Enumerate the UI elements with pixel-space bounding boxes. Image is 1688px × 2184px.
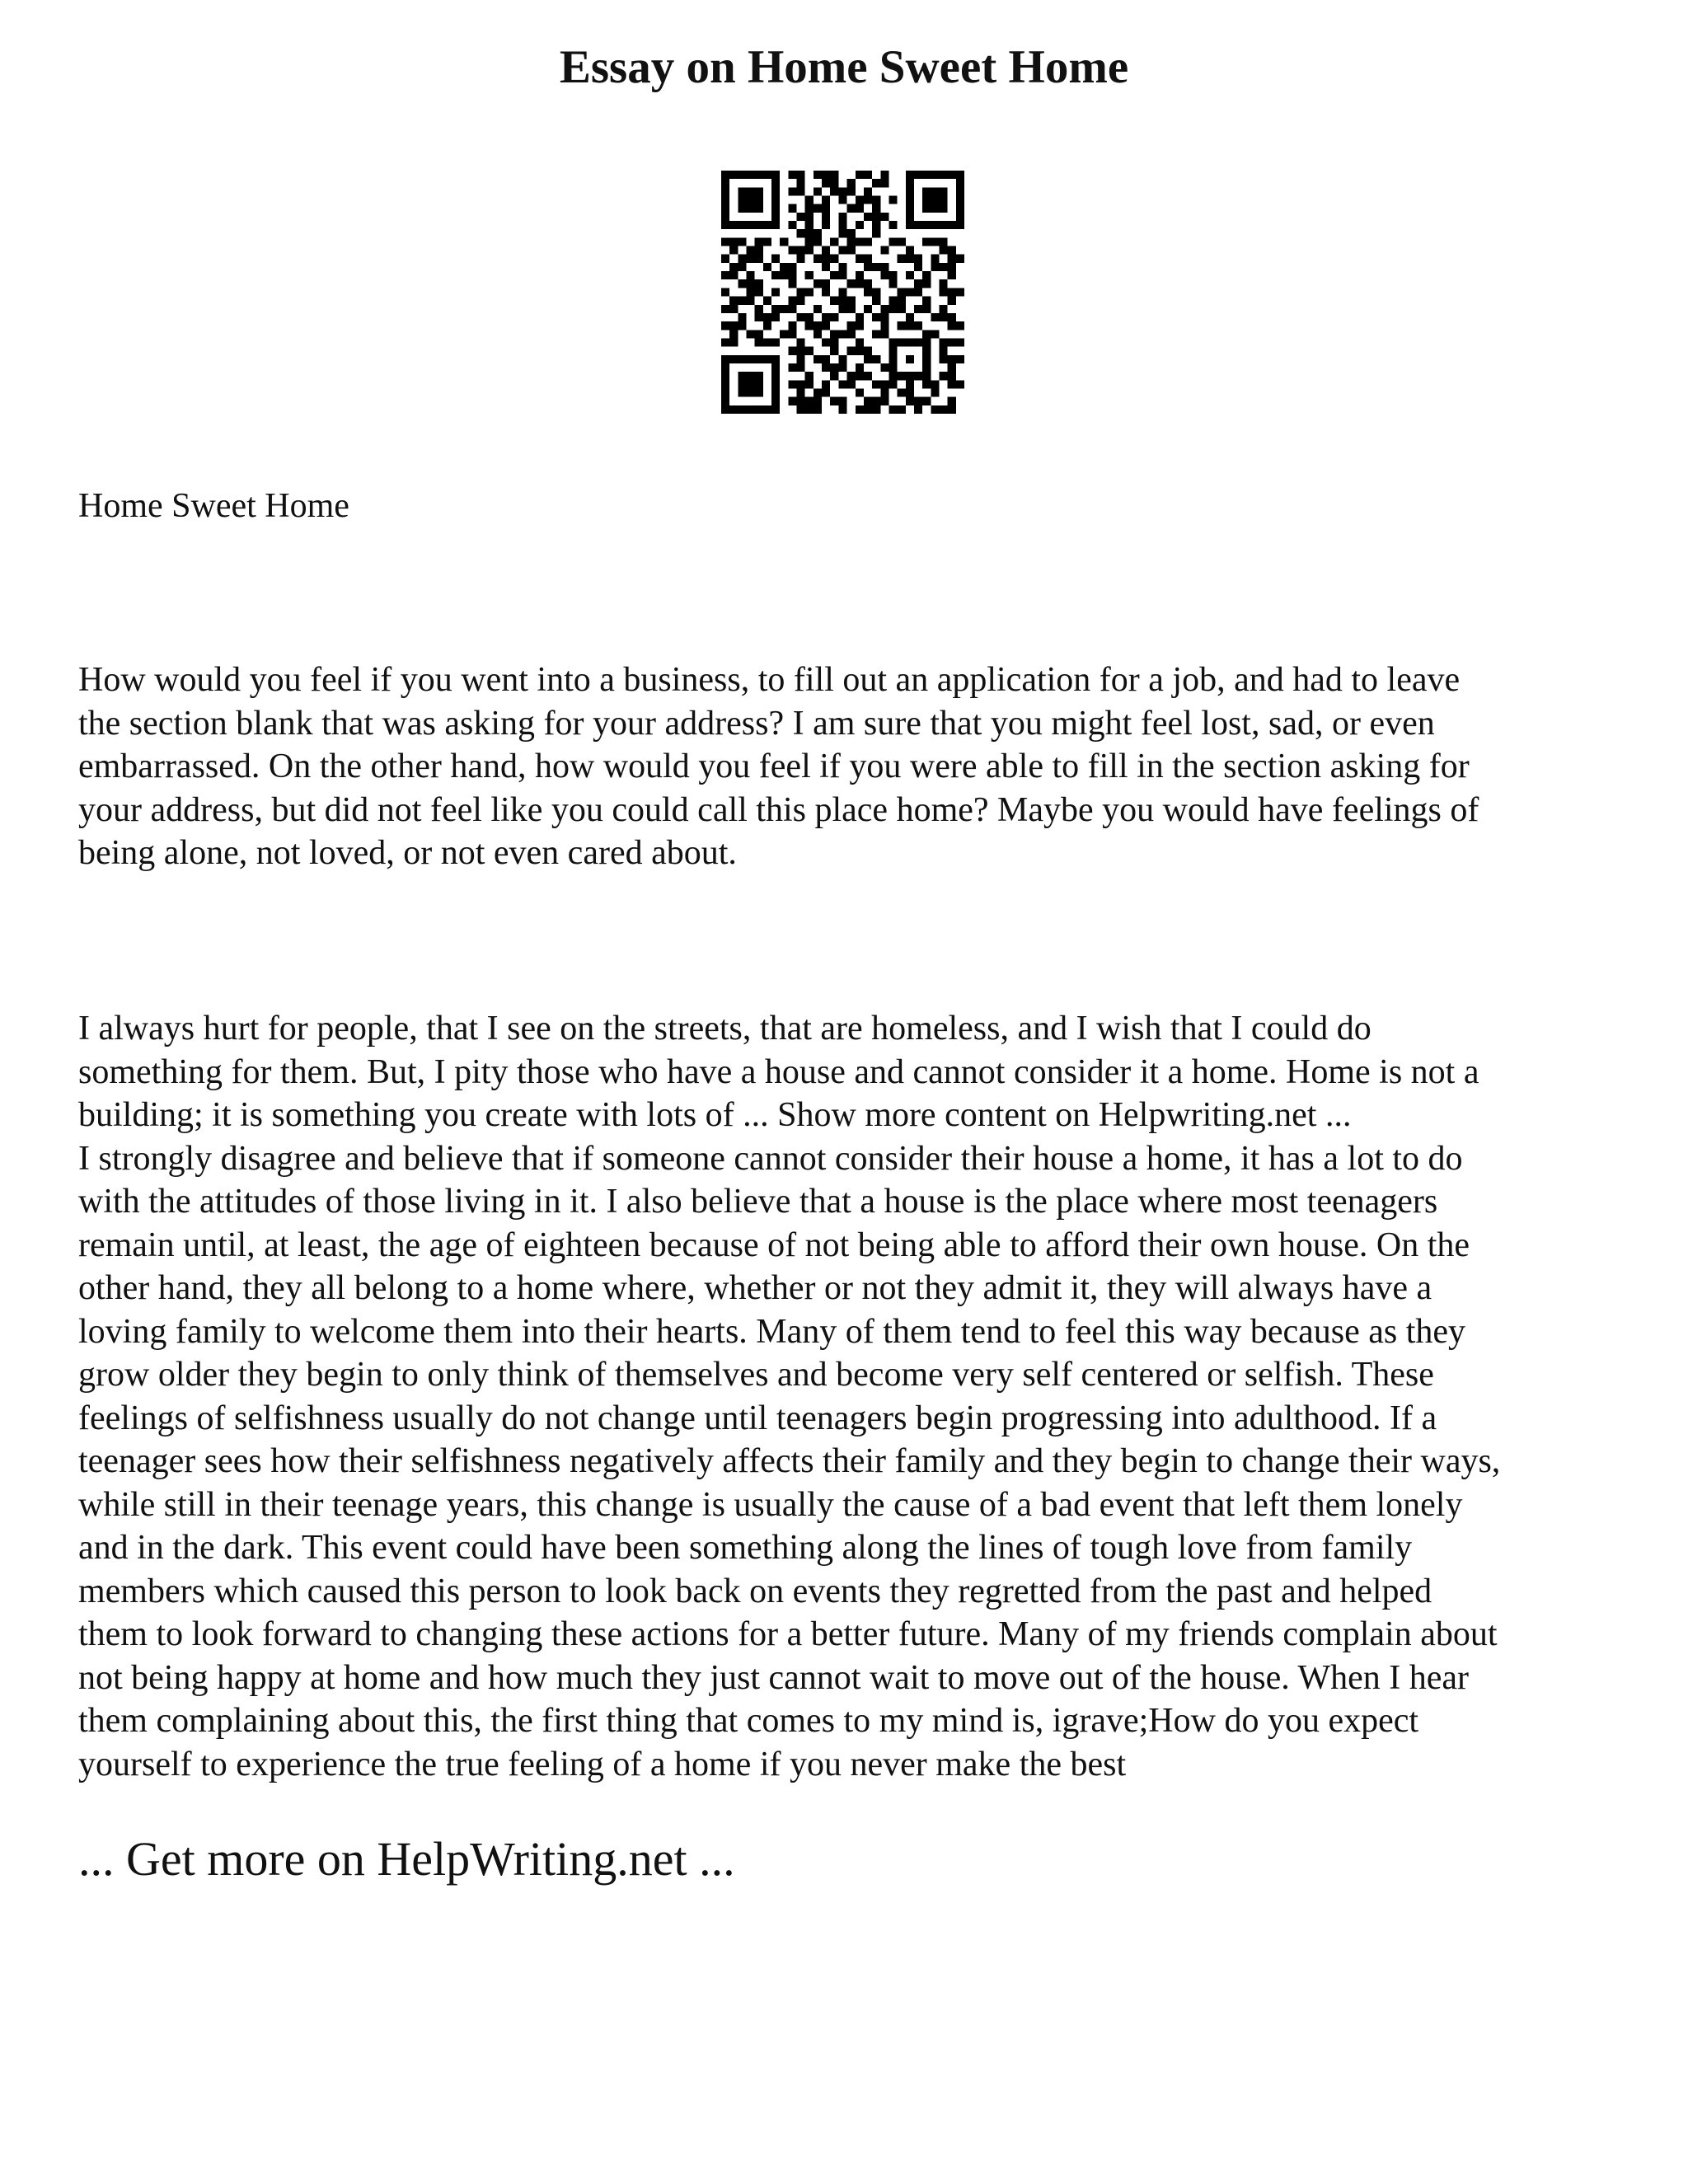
text-line: being alone, not loved, or not even cared about. [78, 834, 737, 872]
text-line: them to look forward to changing these actions for a better future. Many of my friends complain about [78, 1615, 1498, 1653]
text-line: while still in their teenage years, this change is usually the cause of a bad event that left them lonely [78, 1485, 1463, 1524]
text-line: building; it is something you create with lots of ... Show more content on Helpwriting.net ... [78, 1096, 1352, 1134]
text-line: other hand, they all belong to a home where, whether or not they admit it, they will always have a [78, 1269, 1432, 1307]
text-line: and in the dark. This event could have been something along the lines of tough love from family [78, 1529, 1413, 1567]
text-line: remain until, at least, the age of eighteen because of not being able to afford their own house. On the [78, 1226, 1470, 1264]
text-line: I strongly disagree and believe that if someone cannot consider their house a home, it has a lot to do [78, 1139, 1463, 1178]
document-title: Essay on Home Sweet Home [559, 41, 1129, 93]
paragraph-body [78, 1007, 1644, 1786]
text-line: loving family to welcome them into their hearts. Many of them tend to feel this way because as they [78, 1312, 1466, 1351]
text-line: yourself to experience the true feeling of a home if you never make the best [78, 1745, 1127, 1783]
text-line: with the attitudes of those living in it. I also believe that a house is the place where most teenagers [78, 1183, 1438, 1221]
get-more-link[interactable]: ... Get more on HelpWriting.net ... [78, 1832, 735, 1886]
text-line: grow older they begin to only think of themselves and become very self centered or selfish. These [78, 1356, 1434, 1394]
text-line: feelings of selfishness usually do not change until teenagers begin progressing into adulthood. If a [78, 1399, 1437, 1437]
text-line: something for them. But, I pity those who have a house and cannot consider it a home. Home is not a [78, 1052, 1479, 1091]
text-line: I always hurt for people, that I see on the streets, that are homeless, and I wish that I could do [78, 1010, 1372, 1047]
text-line: not being happy at home and how much they just cannot wait to move out of the house. When I hear [78, 1658, 1469, 1697]
text-line: them complaining about this, the first thing that comes to my mind is, igrave;How do you expect [78, 1702, 1419, 1740]
text-line: members which caused this person to look back on events they regretted from the past and helped [78, 1572, 1432, 1610]
text-line: teenager sees how their selfishness negatively affects their family and they begin to change their ways, [78, 1442, 1501, 1480]
qr-code-image [721, 171, 964, 414]
paragraph-intro [78, 658, 1644, 875]
text-line: embarrassed. On the other hand, how would you feel if you were able to fill in the section asking for [78, 748, 1470, 785]
text-line: How would you feel if you went into a business, to fill out an application for a job, and had to leave [78, 661, 1461, 699]
section-heading: Home Sweet Home [78, 487, 349, 525]
text-line: your address, but did not feel like you could call this place home? Maybe you would have feelings of [78, 790, 1479, 829]
text-line: the section blank that was asking for your address? I am sure that you might feel lost, sad, or even [78, 704, 1435, 743]
